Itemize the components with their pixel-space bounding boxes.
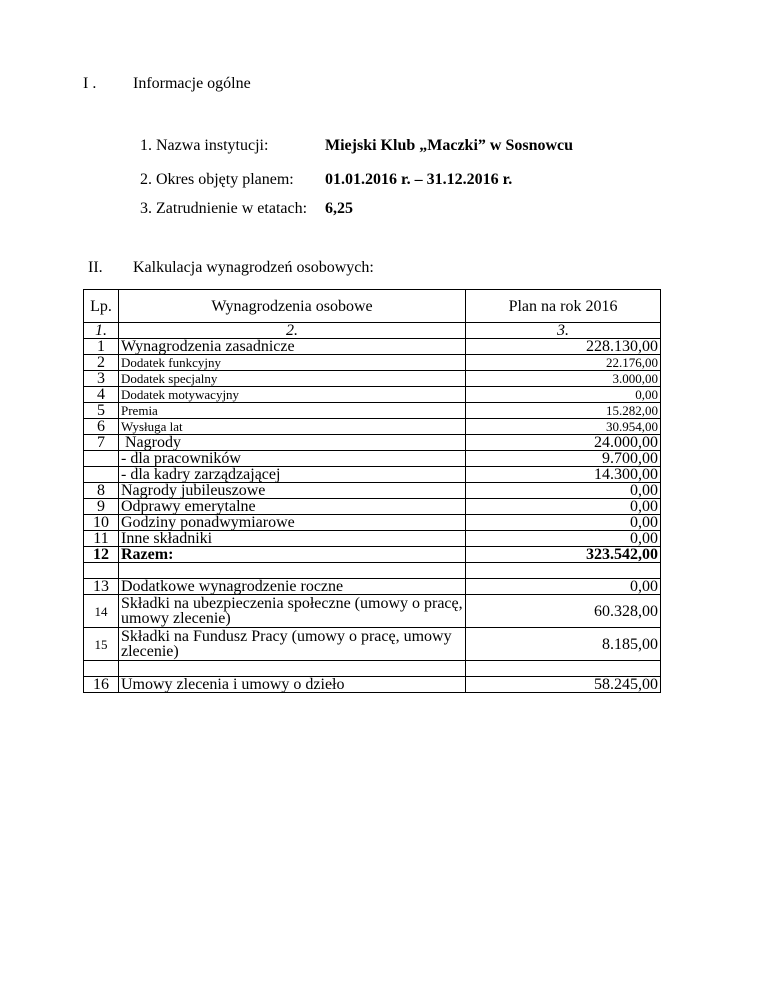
row-plan: 0,00 [466, 515, 661, 531]
row-lp: 15 [84, 628, 119, 661]
table-row [84, 483, 661, 499]
row-lp: 16 [84, 677, 119, 693]
row-name: Dodatek motywacyjny [119, 387, 466, 403]
table-row [84, 419, 661, 435]
spacer-cell [466, 563, 661, 579]
row-plan: 3.000,00 [466, 371, 661, 387]
row-name: Inne składniki [119, 531, 466, 547]
row-plan: 8.185,00 [466, 628, 661, 661]
row-lp: 13 [84, 579, 119, 595]
colnum-plan: 3. [466, 323, 661, 339]
row-plan: 0,00 [466, 579, 661, 595]
spacer-cell [84, 661, 119, 677]
section-2-number: II. [88, 259, 103, 276]
spacer-cell [466, 661, 661, 677]
row-lp: 2 [84, 355, 119, 371]
table-header-row [84, 290, 661, 323]
row-lp: 7 [84, 435, 119, 451]
row-lp: 9 [84, 499, 119, 515]
row-lp: 8 [84, 483, 119, 499]
row-lp [84, 451, 119, 467]
row-plan: 9.700,00 [466, 451, 661, 467]
row-plan: 15.282,00 [466, 403, 661, 419]
row-lp [84, 467, 119, 483]
section-1-number: I . [83, 75, 97, 92]
table-row [84, 628, 661, 661]
row-name: Nagrody jubileuszowe [119, 483, 466, 499]
table-row [84, 579, 661, 595]
row-lp: 12 [84, 547, 119, 563]
row-plan: 22.176,00 [466, 355, 661, 371]
row-lp: 4 [84, 387, 119, 403]
row-name: Wynagrodzenia zasadnicze [119, 339, 466, 355]
table-row [84, 515, 661, 531]
row-plan: 14.300,00 [466, 467, 661, 483]
table-row [84, 499, 661, 515]
row-name: Dodatkowe wynagrodzenie roczne [119, 579, 466, 595]
table-row [84, 595, 661, 628]
table-row [84, 339, 661, 355]
salary-table [83, 289, 661, 693]
colnum-name: 2. [119, 323, 466, 339]
table-row [84, 451, 661, 467]
plan-period-label: 2. Okres objęty planem: [140, 171, 294, 188]
institution-name-value: Miejski Klub „Maczki” w Sosnowcu [325, 137, 574, 154]
employment-label: 3. Zatrudnienie w etatach: [140, 200, 308, 217]
row-plan: 0,00 [466, 499, 661, 515]
spacer-row [84, 661, 661, 677]
row-name: Godziny ponadwymiarowe [119, 515, 466, 531]
table-row [84, 531, 661, 547]
section-1-title: Informacje ogólne [133, 75, 251, 92]
row-name: Premia [119, 403, 466, 419]
row-plan: 0,00 [466, 483, 661, 499]
row-plan: 24.000,00 [466, 435, 661, 451]
row-name: - dla pracowników [119, 451, 466, 467]
row-lp: 3 [84, 371, 119, 387]
plan-period-value: 01.01.2016 r. – 31.12.2016 r. [325, 171, 513, 188]
row-plan: 0,00 [466, 387, 661, 403]
row-lp: 5 [84, 403, 119, 419]
row-lp: 10 [84, 515, 119, 531]
row-name: Wysługa lat [119, 419, 466, 435]
row-lp: 6 [84, 419, 119, 435]
row-plan: 30.954,00 [466, 419, 661, 435]
row-name: - dla kadry zarządzającej [119, 467, 466, 483]
table-row [84, 467, 661, 483]
spacer-cell [119, 563, 466, 579]
row-name: Składki na Fundusz Pracy (umowy o pracę, umowy zlecenie) [119, 628, 466, 661]
spacer-cell [119, 661, 466, 677]
table-row [84, 387, 661, 403]
table-row [84, 403, 661, 419]
header-name: Wynagrodzenia osobowe [119, 290, 466, 323]
colnum-lp: 1. [84, 323, 119, 339]
table-row [84, 371, 661, 387]
table-row [84, 435, 661, 451]
section-2-title: Kalkulacja wynagrodzeń osobowych: [133, 259, 374, 276]
table-row [84, 677, 661, 693]
row-plan: 0,00 [466, 531, 661, 547]
row-name: Dodatek specjalny [119, 371, 466, 387]
header-plan: Plan na rok 2016 [466, 290, 661, 323]
table-row-total [84, 547, 661, 563]
row-plan: 60.328,00 [466, 595, 661, 628]
row-name: Odprawy emerytalne [119, 499, 466, 515]
institution-name-label: 1. Nazwa instytucji: [140, 137, 269, 154]
employment-value: 6,25 [325, 200, 353, 217]
spacer-row [84, 563, 661, 579]
row-name: Umowy zlecenia i umowy o dzieło [119, 677, 466, 693]
row-name: Razem: [119, 547, 466, 563]
row-plan: 323.542,00 [466, 547, 661, 563]
table-row [84, 355, 661, 371]
row-plan: 228.130,00 [466, 339, 661, 355]
row-name: Dodatek funkcyjny [119, 355, 466, 371]
spacer-cell [84, 563, 119, 579]
column-number-row [84, 323, 661, 339]
row-lp: 11 [84, 531, 119, 547]
row-name: Składki na ubezpieczenia społeczne (umowy o pracę, umowy zlecenie) [119, 595, 466, 628]
header-lp: Lp. [84, 290, 119, 323]
row-lp: 14 [84, 595, 119, 628]
row-name: Nagrody [119, 435, 466, 451]
row-lp: 1 [84, 339, 119, 355]
row-plan: 58.245,00 [466, 677, 661, 693]
